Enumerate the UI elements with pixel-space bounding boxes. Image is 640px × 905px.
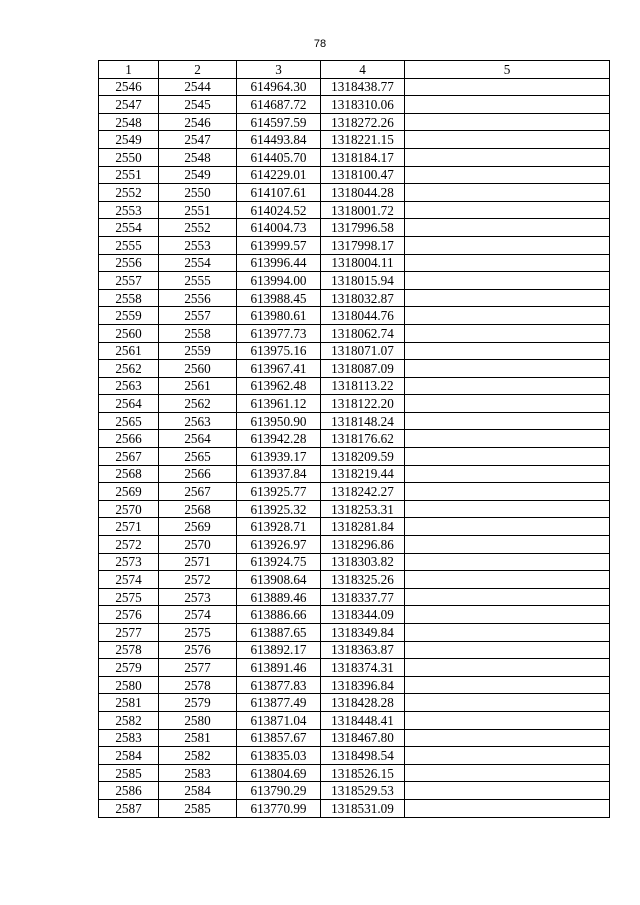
table-row	[99, 254, 610, 272]
table-cell-col-2: 2574	[159, 606, 237, 624]
table-cell-col-4: 1318122.20	[321, 395, 405, 413]
table-cell-col-3: 613925.32	[237, 500, 321, 518]
table-cell-col-1: 2564	[99, 395, 159, 413]
column-header-1: 1	[99, 61, 159, 79]
table-cell-col-1: 2550	[99, 148, 159, 166]
table-cell-col-5	[405, 113, 610, 131]
table-cell-col-3: 613977.73	[237, 324, 321, 342]
table-cell-col-2: 2579	[159, 694, 237, 712]
table-cell-col-1: 2557	[99, 272, 159, 290]
table-cell-col-1: 2577	[99, 624, 159, 642]
table-cell-col-4: 1318004.11	[321, 254, 405, 272]
table-row	[99, 624, 610, 642]
table-cell-col-4: 1318498.54	[321, 747, 405, 765]
table-cell-col-2: 2564	[159, 430, 237, 448]
table-cell-col-4: 1318349.84	[321, 624, 405, 642]
table-cell-col-4: 1318363.87	[321, 641, 405, 659]
table-cell-col-1: 2586	[99, 782, 159, 800]
table-row	[99, 272, 610, 290]
table-cell-col-1: 2572	[99, 536, 159, 554]
table-row	[99, 289, 610, 307]
table-cell-col-2: 2548	[159, 148, 237, 166]
table-cell-col-5	[405, 588, 610, 606]
table-cell-col-3: 614024.52	[237, 201, 321, 219]
table-row	[99, 588, 610, 606]
table-cell-col-2: 2555	[159, 272, 237, 290]
table-cell-col-4: 1318176.62	[321, 430, 405, 448]
table-cell-col-5	[405, 799, 610, 817]
table-cell-col-3: 613988.45	[237, 289, 321, 307]
table-cell-col-5	[405, 377, 610, 395]
table-cell-col-3: 613961.12	[237, 395, 321, 413]
table-cell-col-3: 613857.67	[237, 729, 321, 747]
table-header-row	[99, 61, 610, 79]
table-row	[99, 729, 610, 747]
table-cell-col-4: 1318281.84	[321, 518, 405, 536]
table-cell-col-3: 613975.16	[237, 342, 321, 360]
table-cell-col-1: 2552	[99, 184, 159, 202]
table-cell-col-1: 2551	[99, 166, 159, 184]
table-row	[99, 571, 610, 589]
table-cell-col-2: 2572	[159, 571, 237, 589]
table-row	[99, 395, 610, 413]
table-cell-col-2: 2576	[159, 641, 237, 659]
table-cell-col-1: 2562	[99, 360, 159, 378]
table-cell-col-1: 2582	[99, 711, 159, 729]
table-cell-col-4: 1318184.17	[321, 148, 405, 166]
table-cell-col-2: 2582	[159, 747, 237, 765]
table-cell-col-5	[405, 659, 610, 677]
table-cell-col-1: 2574	[99, 571, 159, 589]
table-cell-col-4: 1318209.59	[321, 448, 405, 466]
table-cell-col-4: 1318253.31	[321, 500, 405, 518]
table-cell-col-5	[405, 395, 610, 413]
table-cell-col-1: 2573	[99, 553, 159, 571]
table-cell-col-5	[405, 184, 610, 202]
table-cell-col-5	[405, 483, 610, 501]
table-row	[99, 799, 610, 817]
table-cell-col-5	[405, 131, 610, 149]
table-row	[99, 342, 610, 360]
table-cell-col-3: 613926.97	[237, 536, 321, 554]
table-cell-col-4: 1318303.82	[321, 553, 405, 571]
table-cell-col-4: 1318428.28	[321, 694, 405, 712]
table-row	[99, 412, 610, 430]
table-cell-col-1: 2583	[99, 729, 159, 747]
table-row	[99, 236, 610, 254]
table-cell-col-5	[405, 676, 610, 694]
table-row	[99, 113, 610, 131]
table-cell-col-1: 2560	[99, 324, 159, 342]
table-cell-col-2: 2561	[159, 377, 237, 395]
table-cell-col-5	[405, 518, 610, 536]
table-cell-col-5	[405, 201, 610, 219]
column-header-2: 2	[159, 61, 237, 79]
table-cell-col-5	[405, 360, 610, 378]
table-cell-col-3: 613999.57	[237, 236, 321, 254]
table-row	[99, 166, 610, 184]
table-cell-col-3: 614107.61	[237, 184, 321, 202]
table-cell-col-1: 2555	[99, 236, 159, 254]
table-cell-col-2: 2565	[159, 448, 237, 466]
table-cell-col-5	[405, 764, 610, 782]
table-cell-col-3: 613962.48	[237, 377, 321, 395]
table-cell-col-1: 2563	[99, 377, 159, 395]
table-cell-col-3: 614597.59	[237, 113, 321, 131]
table-cell-col-4: 1318221.15	[321, 131, 405, 149]
table-cell-col-5	[405, 324, 610, 342]
table-cell-col-3: 613886.66	[237, 606, 321, 624]
table-cell-col-4: 1318242.27	[321, 483, 405, 501]
table-row	[99, 377, 610, 395]
table-cell-col-3: 613892.17	[237, 641, 321, 659]
table-cell-col-1: 2580	[99, 676, 159, 694]
table-cell-col-4: 1318032.87	[321, 289, 405, 307]
table-cell-col-2: 2550	[159, 184, 237, 202]
table-cell-col-2: 2577	[159, 659, 237, 677]
table-cell-col-2: 2547	[159, 131, 237, 149]
page-number: 78	[313, 38, 327, 50]
table-cell-col-1: 2579	[99, 659, 159, 677]
table-row	[99, 747, 610, 765]
table-cell-col-3: 613980.61	[237, 307, 321, 325]
table-cell-col-5	[405, 711, 610, 729]
table-cell-col-5	[405, 289, 610, 307]
table-cell-col-5	[405, 272, 610, 290]
table-cell-col-3: 613967.41	[237, 360, 321, 378]
table-row	[99, 96, 610, 114]
table-row	[99, 500, 610, 518]
table-cell-col-4: 1318337.77	[321, 588, 405, 606]
table-cell-col-5	[405, 747, 610, 765]
table-cell-col-4: 1317998.17	[321, 236, 405, 254]
table-cell-col-2: 2568	[159, 500, 237, 518]
column-header-3: 3	[237, 61, 321, 79]
table-cell-col-5	[405, 694, 610, 712]
table-cell-col-4: 1318467.80	[321, 729, 405, 747]
table-cell-col-1: 2581	[99, 694, 159, 712]
table-cell-col-2: 2585	[159, 799, 237, 817]
table-cell-col-2: 2558	[159, 324, 237, 342]
table-cell-col-2: 2578	[159, 676, 237, 694]
table-cell-col-3: 614004.73	[237, 219, 321, 237]
table-cell-col-2: 2573	[159, 588, 237, 606]
table-cell-col-1: 2556	[99, 254, 159, 272]
table-cell-col-3: 613925.77	[237, 483, 321, 501]
table-cell-col-3: 613770.99	[237, 799, 321, 817]
table-cell-col-5	[405, 782, 610, 800]
table-row	[99, 430, 610, 448]
table-cell-col-3: 613996.44	[237, 254, 321, 272]
table-cell-col-5	[405, 465, 610, 483]
table-cell-col-1: 2571	[99, 518, 159, 536]
table-cell-col-1: 2584	[99, 747, 159, 765]
table-cell-col-3: 613924.75	[237, 553, 321, 571]
table-row	[99, 518, 610, 536]
table-cell-col-4: 1318062.74	[321, 324, 405, 342]
table-cell-col-2: 2546	[159, 113, 237, 131]
table-body	[99, 78, 610, 817]
table-cell-col-1: 2547	[99, 96, 159, 114]
table-row	[99, 483, 610, 501]
table-cell-col-5	[405, 342, 610, 360]
table-cell-col-3: 613942.28	[237, 430, 321, 448]
table-cell-col-4: 1318087.09	[321, 360, 405, 378]
table-cell-col-1: 2569	[99, 483, 159, 501]
table-cell-col-5	[405, 412, 610, 430]
table-cell-col-4: 1318374.31	[321, 659, 405, 677]
table-cell-col-3: 614229.01	[237, 166, 321, 184]
table-cell-col-3: 613950.90	[237, 412, 321, 430]
table-row	[99, 553, 610, 571]
table-cell-col-4: 1318219.44	[321, 465, 405, 483]
table-cell-col-4: 1318272.26	[321, 113, 405, 131]
table-cell-col-3: 614964.30	[237, 78, 321, 96]
table-cell-col-5	[405, 219, 610, 237]
table-cell-col-3: 613994.00	[237, 272, 321, 290]
table-cell-col-5	[405, 448, 610, 466]
table-cell-col-1: 2587	[99, 799, 159, 817]
table-row	[99, 448, 610, 466]
table-cell-col-2: 2575	[159, 624, 237, 642]
table-row	[99, 694, 610, 712]
table-row	[99, 219, 610, 237]
table-cell-col-3: 613790.29	[237, 782, 321, 800]
table-cell-col-1: 2553	[99, 201, 159, 219]
table-cell-col-5	[405, 536, 610, 554]
table-cell-col-2: 2559	[159, 342, 237, 360]
table-cell-col-4: 1318071.07	[321, 342, 405, 360]
table-row	[99, 536, 610, 554]
table-row	[99, 184, 610, 202]
table-cell-col-2: 2566	[159, 465, 237, 483]
table-cell-col-4: 1318100.47	[321, 166, 405, 184]
table-cell-col-1: 2558	[99, 289, 159, 307]
table-cell-col-2: 2584	[159, 782, 237, 800]
table-cell-col-3: 613871.04	[237, 711, 321, 729]
table-cell-col-4: 1318344.09	[321, 606, 405, 624]
table-cell-col-1: 2575	[99, 588, 159, 606]
table-row	[99, 606, 610, 624]
table-cell-col-2: 2553	[159, 236, 237, 254]
table-cell-col-4: 1318296.86	[321, 536, 405, 554]
table-cell-col-3: 613889.46	[237, 588, 321, 606]
table-row	[99, 641, 610, 659]
table-cell-col-3: 613804.69	[237, 764, 321, 782]
table-cell-col-2: 2571	[159, 553, 237, 571]
table-cell-col-1: 2576	[99, 606, 159, 624]
table-cell-col-4: 1318310.06	[321, 96, 405, 114]
table-cell-col-4: 1318448.41	[321, 711, 405, 729]
table-row	[99, 131, 610, 149]
table-cell-col-4: 1318325.26	[321, 571, 405, 589]
table-cell-col-5	[405, 729, 610, 747]
table-cell-col-4: 1318148.24	[321, 412, 405, 430]
table-cell-col-5	[405, 571, 610, 589]
table-cell-col-4: 1318529.53	[321, 782, 405, 800]
table-cell-col-2: 2545	[159, 96, 237, 114]
table-cell-col-1: 2561	[99, 342, 159, 360]
table-cell-col-3: 614493.84	[237, 131, 321, 149]
table-cell-col-2: 2544	[159, 78, 237, 96]
table-cell-col-2: 2580	[159, 711, 237, 729]
table-cell-col-3: 613877.83	[237, 676, 321, 694]
table-cell-col-4: 1318015.94	[321, 272, 405, 290]
column-header-4: 4	[321, 61, 405, 79]
table-row	[99, 78, 610, 96]
table-cell-col-2: 2552	[159, 219, 237, 237]
table-cell-col-5	[405, 96, 610, 114]
table-cell-col-3: 613877.49	[237, 694, 321, 712]
table-cell-col-4: 1318044.76	[321, 307, 405, 325]
table-cell-col-1: 2568	[99, 465, 159, 483]
table-row	[99, 307, 610, 325]
table-cell-col-5	[405, 606, 610, 624]
table-cell-col-3: 614687.72	[237, 96, 321, 114]
table-cell-col-5	[405, 307, 610, 325]
table-row	[99, 711, 610, 729]
column-header-5: 5	[405, 61, 610, 79]
table-cell-col-1: 2546	[99, 78, 159, 96]
table-cell-col-1: 2548	[99, 113, 159, 131]
table-cell-col-1: 2565	[99, 412, 159, 430]
table-cell-col-3: 613887.65	[237, 624, 321, 642]
table-cell-col-5	[405, 236, 610, 254]
table-cell-col-1: 2549	[99, 131, 159, 149]
table-cell-col-5	[405, 78, 610, 96]
table-cell-col-2: 2557	[159, 307, 237, 325]
table-row	[99, 201, 610, 219]
table-cell-col-4: 1318531.09	[321, 799, 405, 817]
table-cell-col-5	[405, 624, 610, 642]
table-cell-col-4: 1318396.84	[321, 676, 405, 694]
table-cell-col-1: 2554	[99, 219, 159, 237]
table-cell-col-2: 2554	[159, 254, 237, 272]
table-cell-col-2: 2551	[159, 201, 237, 219]
table-cell-col-2: 2556	[159, 289, 237, 307]
table-cell-col-3: 613939.17	[237, 448, 321, 466]
table-cell-col-2: 2563	[159, 412, 237, 430]
table-cell-col-1: 2570	[99, 500, 159, 518]
table-cell-col-1: 2567	[99, 448, 159, 466]
table-cell-col-4: 1318001.72	[321, 201, 405, 219]
table-row	[99, 465, 610, 483]
table-cell-col-3: 613908.64	[237, 571, 321, 589]
table-cell-col-3: 613835.03	[237, 747, 321, 765]
table-cell-col-1: 2578	[99, 641, 159, 659]
coordinates-table	[98, 60, 610, 818]
table-row	[99, 676, 610, 694]
table-cell-col-2: 2569	[159, 518, 237, 536]
table-cell-col-2: 2581	[159, 729, 237, 747]
table-cell-col-5	[405, 430, 610, 448]
table-cell-col-5	[405, 148, 610, 166]
table-cell-col-1: 2566	[99, 430, 159, 448]
table-cell-col-4: 1317996.58	[321, 219, 405, 237]
table-cell-col-5	[405, 254, 610, 272]
table-cell-col-1: 2559	[99, 307, 159, 325]
table-cell-col-5	[405, 500, 610, 518]
table-cell-col-3: 613937.84	[237, 465, 321, 483]
table-cell-col-2: 2562	[159, 395, 237, 413]
table-cell-col-4: 1318113.22	[321, 377, 405, 395]
table-cell-col-2: 2583	[159, 764, 237, 782]
table-cell-col-5	[405, 553, 610, 571]
table-row	[99, 360, 610, 378]
table-cell-col-2: 2549	[159, 166, 237, 184]
table-cell-col-3: 614405.70	[237, 148, 321, 166]
table-cell-col-2: 2570	[159, 536, 237, 554]
table-cell-col-4: 1318438.77	[321, 78, 405, 96]
table-row	[99, 764, 610, 782]
table-cell-col-2: 2567	[159, 483, 237, 501]
table-cell-col-5	[405, 641, 610, 659]
table-row	[99, 324, 610, 342]
table-cell-col-5	[405, 166, 610, 184]
table-cell-col-4: 1318526.15	[321, 764, 405, 782]
table-cell-col-3: 613928.71	[237, 518, 321, 536]
table-row	[99, 148, 610, 166]
table-cell-col-4: 1318044.28	[321, 184, 405, 202]
table-cell-col-2: 2560	[159, 360, 237, 378]
table-cell-col-1: 2585	[99, 764, 159, 782]
table-row	[99, 659, 610, 677]
table-row	[99, 782, 610, 800]
table-cell-col-3: 613891.46	[237, 659, 321, 677]
